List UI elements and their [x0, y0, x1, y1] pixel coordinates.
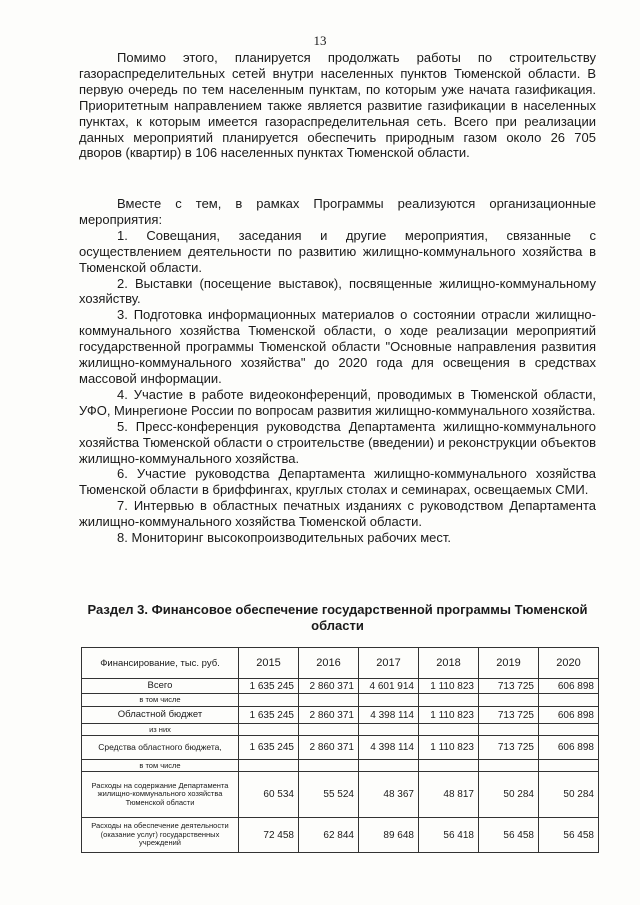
table-row	[82, 736, 599, 760]
row-label: из них	[82, 724, 239, 736]
table-row	[82, 772, 599, 818]
cell-value: 713 725	[479, 707, 539, 724]
page-number: 13	[313, 33, 327, 48]
table-row	[82, 818, 599, 853]
table-year-2017: 2017	[359, 648, 419, 679]
row-label: Средства областного бюджета,	[82, 736, 239, 760]
cell-value	[359, 724, 419, 736]
cell-value: 713 725	[479, 736, 539, 760]
cell-value: 72 458	[239, 818, 299, 853]
table-row	[82, 724, 599, 736]
cell-value: 2 860 371	[299, 736, 359, 760]
finance-table	[81, 647, 599, 853]
measure-item-6: 6. Участие руководства Департамента жилищно-коммунального хозяйства Тюменской области в бриффингах, круглых столах и семинарах, освещаемых СМИ.	[79, 466, 596, 498]
table-header-row	[82, 648, 599, 679]
cell-value	[419, 760, 479, 772]
cell-value	[299, 694, 359, 707]
table-year-2016: 2016	[299, 648, 359, 679]
cell-value: 60 534	[239, 772, 299, 818]
cell-value	[479, 694, 539, 707]
intro-paragraph-block	[79, 50, 596, 161]
cell-value: 2 860 371	[299, 707, 359, 724]
cell-value: 1 635 245	[239, 707, 299, 724]
cell-value: 606 898	[539, 679, 599, 694]
table-year-2020: 2020	[539, 648, 599, 679]
table-year-2019: 2019	[479, 648, 539, 679]
cell-value: 56 418	[419, 818, 479, 853]
measure-item-7: 7. Интервью в областных печатных изданиях с руководством Департамента жилищно-коммунального хозяйства Тюменской области.	[79, 498, 596, 530]
cell-value: 606 898	[539, 736, 599, 760]
row-label: Областной бюджет	[82, 707, 239, 724]
table-row	[82, 760, 599, 772]
cell-value	[239, 760, 299, 772]
cell-value	[539, 694, 599, 707]
cell-value: 1 110 823	[419, 707, 479, 724]
cell-value: 606 898	[539, 707, 599, 724]
row-label: Всего	[82, 679, 239, 694]
cell-value: 89 648	[359, 818, 419, 853]
cell-value: 1 110 823	[419, 736, 479, 760]
cell-value: 48 817	[419, 772, 479, 818]
cell-value	[539, 724, 599, 736]
cell-value: 2 860 371	[299, 679, 359, 694]
table-row	[82, 679, 599, 694]
measures-intro: Вместе с тем, в рамках Программы реализуются организационные мероприятия:	[79, 196, 596, 227]
measure-item-3: 3. Подготовка информационных материалов о состоянии отрасли жилищно-коммунального хозяйства Тюменской области, о ходе реализации мероприятий государственной программы Тюменской области "Основные направления развития жилищно-коммунального хозяйства" до 2020 года для освещения в средствах массовой информации.	[79, 307, 596, 386]
cell-value	[479, 760, 539, 772]
cell-value	[239, 724, 299, 736]
measure-item-4: 4. Участие в работе видеоконференций, проводимых в Тюменской области, УФО, Минрегионе России по вопросам развития жилищно-коммунального хозяйства.	[79, 386, 596, 418]
row-label: Расходы на обеспечение деятельности (оказание услуг) государственных учреждений	[82, 818, 239, 853]
cell-value: 50 284	[479, 772, 539, 818]
table-header-label: Финансирование, тыс. руб.	[82, 648, 239, 679]
measure-item-2: 2. Выставки (посещение выставок), посвященные жилищно-коммунальному хозяйству.	[79, 275, 596, 307]
cell-value: 56 458	[539, 818, 599, 853]
table-row	[82, 707, 599, 724]
cell-value	[359, 760, 419, 772]
measure-item-8: 8. Мониторинг высокопроизводительных рабочих мест.	[117, 530, 452, 546]
section-heading: Раздел 3. Финансовое обеспечение государственной программы Тюменской области	[87, 602, 588, 633]
cell-value: 4 398 114	[359, 707, 419, 724]
table-row	[82, 694, 599, 707]
cell-value	[419, 724, 479, 736]
cell-value: 48 367	[359, 772, 419, 818]
table-year-2018: 2018	[419, 648, 479, 679]
cell-value	[419, 694, 479, 707]
cell-value	[299, 760, 359, 772]
cell-value: 4 398 114	[359, 736, 419, 760]
cell-value: 1 110 823	[419, 679, 479, 694]
row-label: в том числе	[82, 760, 239, 772]
table-year-2015: 2015	[239, 648, 299, 679]
cell-value: 62 844	[299, 818, 359, 853]
cell-value: 56 458	[479, 818, 539, 853]
measure-item-5: 5. Пресс-конференция руководства Департамента жилищно-коммунального хозяйства Тюменской области о строительстве (введении) и реконструкции объектов жилищно-коммунального хозяйства.	[79, 418, 596, 466]
row-label: в том числе	[82, 694, 239, 707]
row-label: Расходы на содержание Департамента жилищно-коммунального хозяйства Тюменской области	[82, 772, 239, 818]
intro-paragraph: Помимо этого, планируется продолжать работы по строительству газораспределительных сетей внутри населенных пунктов Тюменской области. В первую очередь по тем населенным пунктам, по которым уже начата газификация. Приоритетным направлением также является развитие газификации в населенных пунктах, к которым имеется газораспределительная сеть. Всего при реализации данных мероприятий планируется обеспечить природным газом около 26 705 дворов (квартир) в 106 населенных пунктах Тюменской области.	[79, 50, 596, 161]
measures-block	[79, 196, 596, 546]
cell-value	[539, 760, 599, 772]
cell-value: 4 601 914	[359, 679, 419, 694]
cell-value	[239, 694, 299, 707]
measure-item-1: 1. Совещания, заседания и другие мероприятия, связанные с осуществлением деятельности по развитию жилищно-коммунального хозяйства в Тюменской области.	[79, 227, 596, 275]
cell-value: 50 284	[539, 772, 599, 818]
cell-value: 1 635 245	[239, 736, 299, 760]
cell-value: 713 725	[479, 679, 539, 694]
cell-value: 55 524	[299, 772, 359, 818]
cell-value	[479, 724, 539, 736]
cell-value	[299, 724, 359, 736]
cell-value: 1 635 245	[239, 679, 299, 694]
cell-value	[359, 694, 419, 707]
